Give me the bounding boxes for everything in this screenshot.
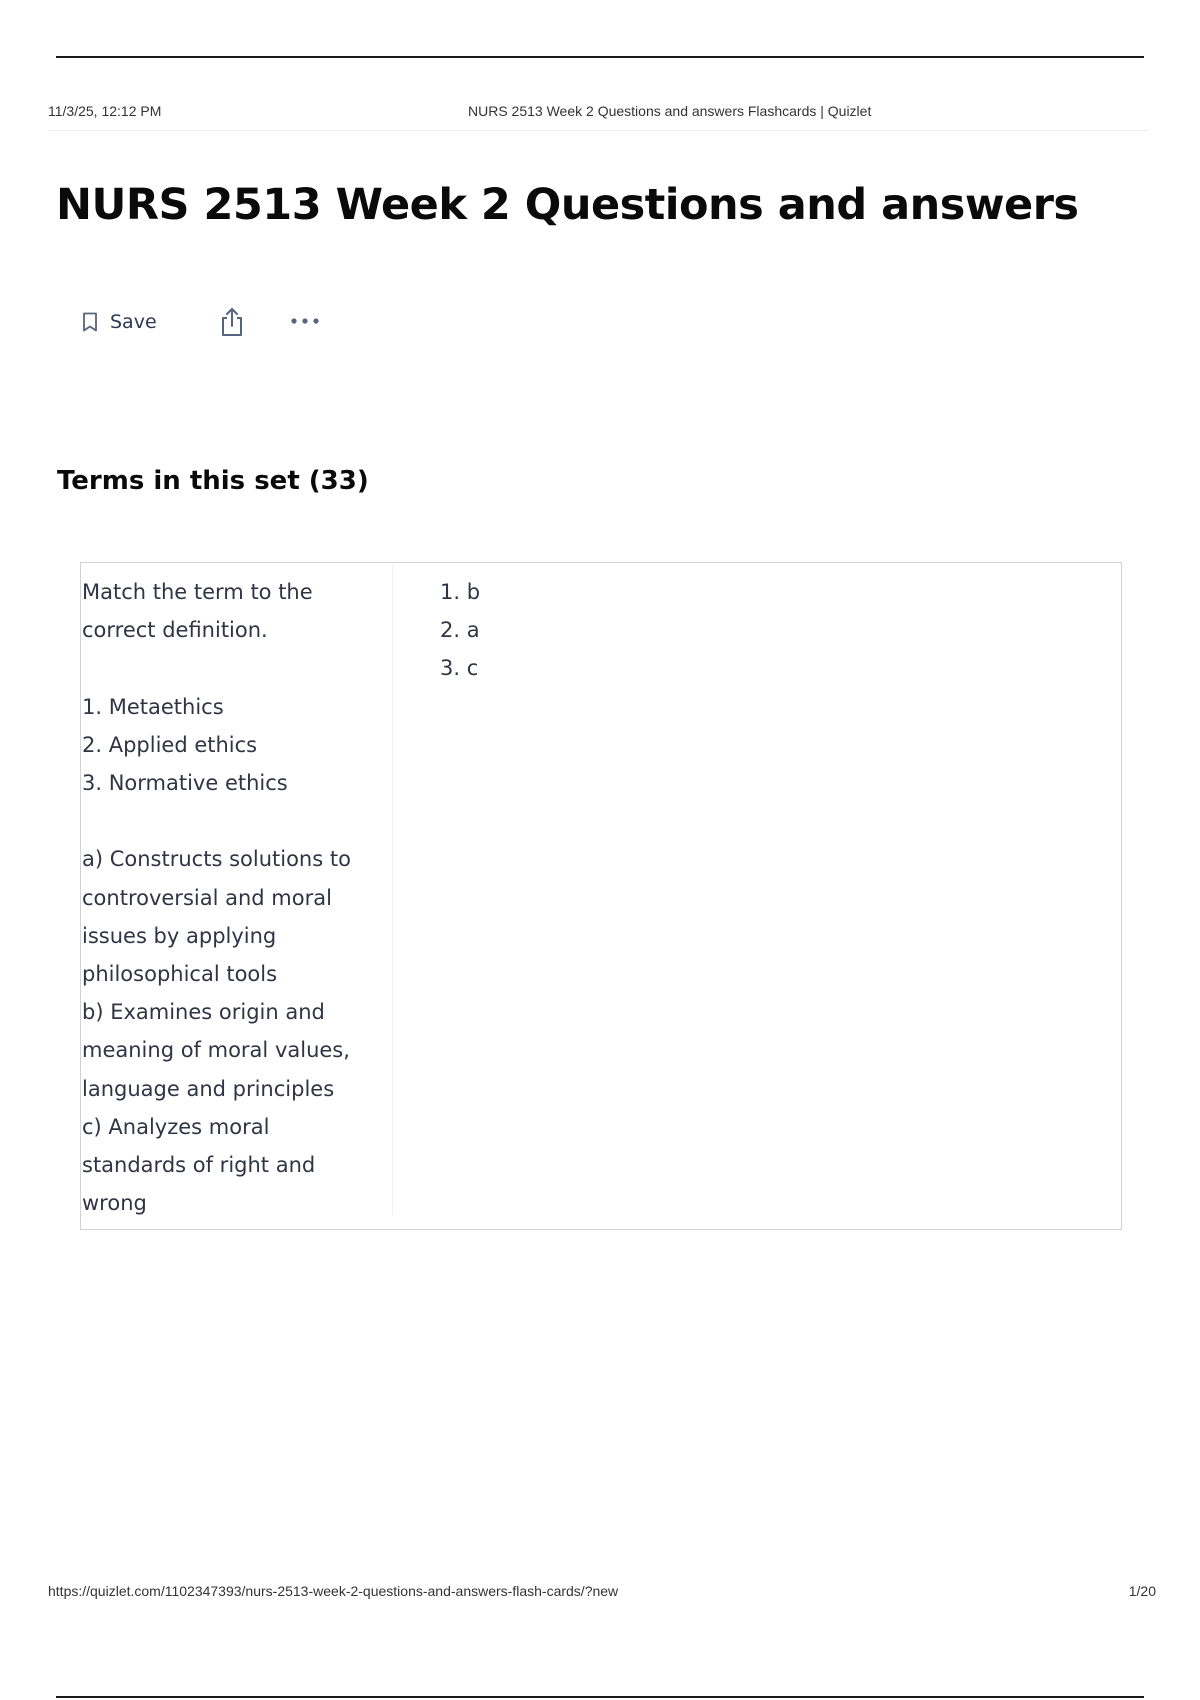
save-button[interactable]: [82, 306, 157, 338]
print-footer: [48, 1583, 1156, 1603]
page-bottom-rule: [56, 1696, 1144, 1698]
more-options-button[interactable]: [288, 306, 322, 338]
bookmark-icon: [82, 312, 98, 332]
card-divider: [392, 565, 393, 1215]
share-button[interactable]: [218, 306, 246, 338]
print-datetime: 11/3/25, 12:12 PM: [48, 103, 162, 119]
more-options-icon: [288, 323, 322, 342]
print-document-title: NURS 2513 Week 2 Questions and answers Flashcards | Quizlet: [468, 103, 872, 119]
print-header: [48, 103, 1152, 123]
share-icon: [218, 323, 246, 342]
terms-heading: Terms in this set (33): [57, 466, 369, 496]
definition-text: 1. b 2. a 3. c: [440, 580, 481, 681]
save-label: Save: [110, 311, 157, 333]
term-card: [80, 562, 1122, 1230]
term-text: Match the term to the correct definition. 1. Metaethics 2. Applied ethics 3. Normative ethics a) Constructs solutions to controversial and moral issues by applying philosophical tools b) Examines origin and meaning of moral values, language and principles c) Analyzes moral standards of right and wrong: [82, 580, 351, 1216]
page-number: 1/20: [1128, 1583, 1156, 1599]
page-title: NURS 2513 Week 2 Questions and answers: [56, 180, 1079, 230]
page-top-rule: [56, 56, 1144, 58]
header-divider: [48, 130, 1148, 131]
print-url: https://quizlet.com/1102347393/nurs-2513-week-2-questions-and-answers-flash-cards/?new: [48, 1583, 619, 1599]
